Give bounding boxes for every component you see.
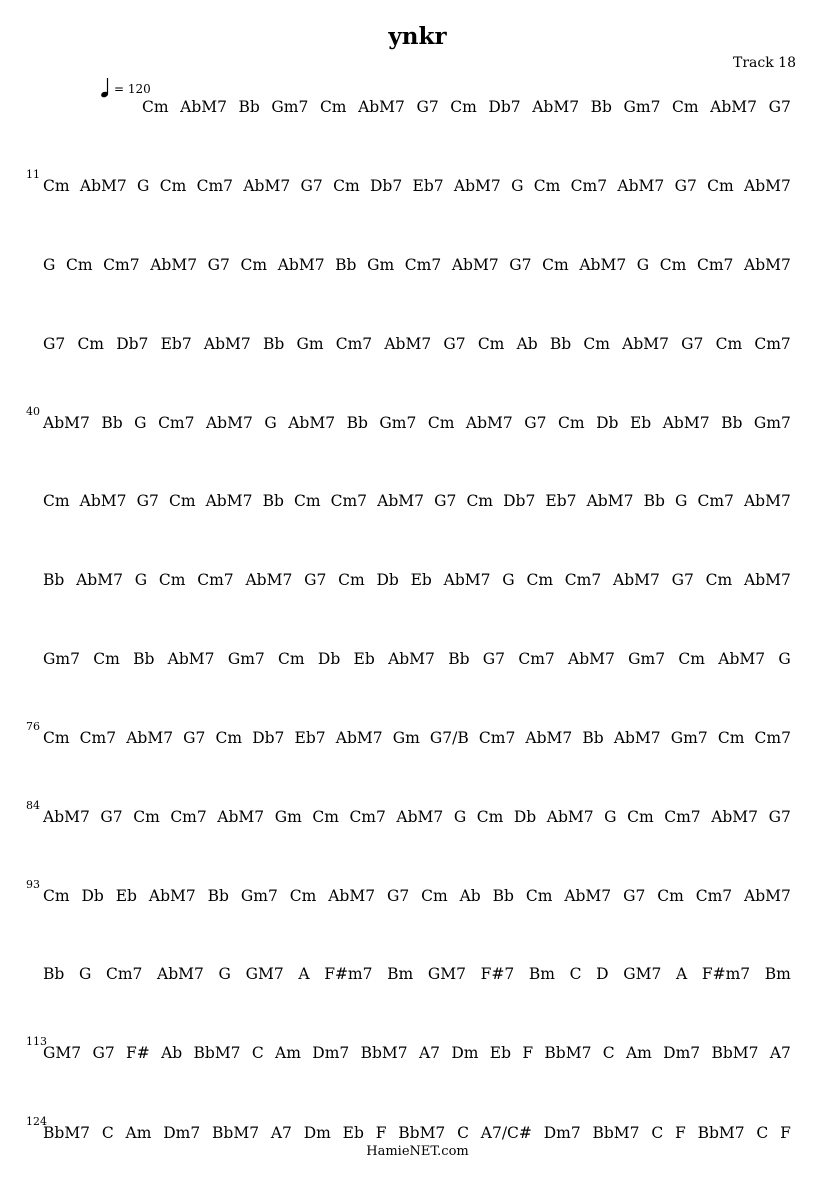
chord-symbol: BbM7 — [711, 1044, 759, 1062]
measure-number: 93 — [26, 878, 40, 891]
chord-symbol: C — [101, 1124, 114, 1142]
chord-symbol: Cm7 — [196, 177, 234, 195]
chord-symbol: C — [651, 1124, 664, 1142]
chord-symbol: AbM7 — [579, 256, 627, 274]
chord-symbol: Cm — [240, 256, 268, 274]
chord-symbol: Bb — [262, 335, 285, 353]
chord-symbol: G7 — [386, 887, 410, 905]
chord-symbol: Gm7 — [628, 650, 666, 668]
chord-symbol: Db — [81, 887, 104, 905]
chord-symbol: G — [134, 414, 147, 432]
chord-symbol: Cm — [333, 177, 360, 195]
footer-site-name: HamieNET.com — [366, 1144, 469, 1159]
chord-symbol: Ab — [516, 335, 538, 353]
chord-symbol: F#m7 — [324, 965, 373, 983]
chord-line — [43, 255, 791, 275]
chord-symbol: AbM7 — [277, 256, 325, 274]
chord-symbol: AbM7 — [217, 808, 265, 826]
chord-line — [43, 1123, 791, 1143]
chord-row — [0, 334, 835, 358]
chord-symbol: G7 — [300, 177, 323, 195]
measure-number: 84 — [26, 799, 40, 812]
chord-symbol: G — [218, 965, 231, 983]
chord-symbol: Cm7 — [697, 492, 734, 510]
chord-symbol: Cm — [159, 177, 187, 195]
measure-number: 11 — [26, 168, 40, 181]
chord-symbol: Dm — [303, 1124, 331, 1142]
chord-symbol: AbM7 — [148, 887, 196, 905]
chord-symbol: Cm — [583, 335, 610, 353]
chord-symbol: Cm — [450, 98, 477, 116]
chord-symbol: Dm7 — [543, 1124, 581, 1142]
chord-symbol: Bm — [764, 965, 791, 983]
chord-symbol: AbM7 — [744, 571, 791, 589]
chord-symbol: AbM7 — [79, 492, 127, 510]
chord-symbol: AbM7 — [205, 414, 253, 432]
tempo-value: = 120 — [114, 82, 151, 96]
chord-symbol: Gm7 — [271, 98, 309, 116]
chord-symbol: AbM7 — [396, 808, 444, 826]
chord-symbol: Cm — [558, 414, 585, 432]
chord-row — [0, 255, 835, 279]
chord-symbol: G — [134, 571, 148, 589]
chord-symbol: G7 — [92, 1044, 115, 1062]
chord-symbol: BbM7 — [360, 1044, 408, 1062]
chord-symbol: Gm7 — [240, 887, 278, 905]
chord-symbol: G — [674, 492, 688, 510]
chord-symbol: AbM7 — [335, 729, 383, 747]
chord-symbol: Cm — [627, 808, 654, 826]
chord-symbol: Cm — [133, 808, 160, 826]
chord-symbol: G — [78, 965, 92, 983]
chord-symbol: Bb — [101, 414, 123, 432]
chord-symbol: AbM7 — [203, 335, 251, 353]
chord-symbol: Cm — [293, 492, 321, 510]
chord-symbol: G7 — [524, 414, 547, 432]
chord-symbol: Cm — [142, 98, 169, 116]
chord-symbol: Db — [513, 808, 537, 826]
chord-symbol: Bb — [133, 650, 155, 668]
chord-symbol: Cm — [678, 650, 705, 668]
chord-symbol: Db — [317, 650, 341, 668]
chord-symbol: AbM7 — [451, 256, 499, 274]
chord-symbol: Cm — [657, 887, 684, 905]
chord-symbol: Bm — [387, 965, 414, 983]
chord-symbol: G7 — [416, 98, 439, 116]
chord-symbol: G7 — [623, 887, 646, 905]
chord-symbol: Bb — [238, 98, 260, 116]
chord-symbol: Cm — [168, 492, 196, 510]
chord-symbol: Cm — [338, 571, 365, 589]
chord-symbol: G — [604, 808, 617, 826]
chord-symbol: AbM7 — [453, 177, 501, 195]
chord-symbol: Cm7 — [105, 965, 143, 983]
chord-symbol: Cm — [659, 256, 687, 274]
chord-symbol: Bb — [643, 492, 665, 510]
measure-number: 113 — [26, 1035, 47, 1048]
chord-line — [43, 1043, 791, 1063]
chord-symbol: C — [756, 1124, 769, 1142]
chord-symbol: AbM7 — [43, 414, 90, 432]
chord-symbol: F — [675, 1124, 686, 1142]
chord-symbol: Cm7 — [696, 256, 734, 274]
chord-symbol: Cm7 — [664, 808, 701, 826]
chord-line — [43, 807, 791, 827]
chord-symbol: Cm — [319, 98, 347, 116]
chord-symbol: BbM7 — [43, 1124, 91, 1142]
chord-symbol: C — [602, 1044, 615, 1062]
chord-symbol: Eb — [353, 650, 375, 668]
chord-symbol: Cm — [672, 98, 699, 116]
chord-symbol: AbM7 — [613, 571, 660, 589]
chord-symbol: Cm — [43, 729, 70, 747]
chord-symbol: Eb7 — [294, 729, 326, 747]
chord-symbol: G7 — [681, 335, 704, 353]
chord-line — [43, 886, 791, 906]
chord-symbol: Bb — [590, 98, 612, 116]
measure-number: 76 — [26, 720, 40, 733]
chord-symbol: Cm — [158, 571, 186, 589]
chord-symbol: A7/C# — [480, 1124, 532, 1142]
chord-symbol: D — [596, 965, 609, 983]
chord-row — [0, 570, 835, 594]
chord-symbol: Cm7 — [564, 571, 602, 589]
chord-symbol: G — [43, 256, 56, 274]
chord-symbol: Eb7 — [412, 177, 444, 195]
chord-row — [0, 878, 835, 910]
chord-symbol: Cm — [715, 335, 743, 353]
track-label: Track 18 — [733, 55, 796, 71]
chord-symbol: AbM7 — [568, 650, 615, 668]
chord-symbol: AbM7 — [167, 650, 215, 668]
chord-symbol: AbM7 — [613, 729, 661, 747]
chord-symbol: Cm7 — [335, 335, 373, 353]
chord-symbol: Bb — [582, 729, 604, 747]
chord-symbol: Cm — [289, 887, 317, 905]
chord-symbol: Cm — [466, 492, 493, 510]
chord-symbol: Bb — [721, 414, 743, 432]
chord-symbol: AbM7 — [358, 98, 405, 116]
chord-symbol: AbM7 — [76, 571, 123, 589]
chord-symbol: AbM7 — [388, 650, 435, 668]
chord-symbol: Cm — [278, 650, 305, 668]
chord-symbol: BbM7 — [212, 1124, 260, 1142]
chord-symbol: AbM7 — [743, 492, 791, 510]
chord-symbol: G — [778, 650, 791, 668]
chord-symbol: F#7 — [480, 965, 515, 983]
chord-symbol: F# — [126, 1044, 150, 1062]
chord-row — [0, 168, 835, 200]
chord-symbol: AbM7 — [744, 256, 791, 274]
chord-symbol: Gm7 — [43, 650, 80, 668]
chord-symbol: Dm7 — [312, 1044, 350, 1062]
chord-symbol: G — [502, 571, 515, 589]
chord-symbol: Db7 — [503, 492, 536, 510]
chord-symbol: AbM7 — [384, 335, 432, 353]
chord-symbol: Cm7 — [570, 177, 608, 195]
chord-symbol: Cm7 — [349, 808, 386, 826]
chord-symbol: A7 — [769, 1044, 791, 1062]
chord-symbol: G7 — [136, 492, 159, 510]
chord-symbol: AbM7 — [525, 729, 573, 747]
chord-symbol: G — [453, 808, 467, 826]
chord-symbol: BbM7 — [398, 1124, 446, 1142]
chord-symbol: AbM7 — [288, 414, 336, 432]
chord-symbol: AbM7 — [622, 335, 669, 353]
measure-number: 124 — [26, 1115, 47, 1128]
chord-symbol: AbM7 — [465, 414, 513, 432]
chord-row — [0, 720, 835, 752]
chord-symbol: G7 — [443, 335, 466, 353]
chord-symbol: C — [569, 965, 582, 983]
chord-symbol: Bb — [207, 887, 229, 905]
chord-symbol: Gm — [367, 256, 395, 274]
chord-symbol: Cm7 — [518, 650, 555, 668]
chord-symbol: Cm7 — [695, 887, 733, 905]
chord-row — [0, 405, 835, 437]
chord-symbol: Cm7 — [170, 808, 207, 826]
chord-symbol: GM7 — [245, 965, 284, 983]
chord-symbol: F#m7 — [701, 965, 751, 983]
chord-symbol: AbM7 — [744, 887, 791, 905]
chord-symbol: Cm — [705, 571, 733, 589]
chord-symbol: Am — [275, 1044, 301, 1062]
chord-symbol: Cm — [707, 177, 734, 195]
chord-symbol: Cm — [43, 177, 70, 195]
chord-symbol: Dm7 — [163, 1124, 201, 1142]
chord-symbol: A — [298, 965, 310, 983]
chord-symbol: Cm7 — [478, 729, 516, 747]
chord-line — [43, 649, 791, 669]
chord-symbol: Cm — [77, 335, 104, 353]
chord-symbol: AbM7 — [718, 650, 766, 668]
chord-symbol: G7 — [768, 808, 791, 826]
chord-symbol: Db7 — [488, 98, 521, 116]
chord-symbol: AbM7 — [377, 492, 424, 510]
chord-symbol: Cm7 — [404, 256, 442, 274]
chord-symbol: AbM7 — [711, 808, 759, 826]
chord-symbol: Cm — [427, 414, 455, 432]
chord-symbol: Cm7 — [330, 492, 368, 510]
chord-symbol: Bb — [262, 492, 284, 510]
chord-symbol: Db7 — [116, 335, 149, 353]
measure-number: 40 — [26, 405, 40, 418]
song-title: ynkr — [388, 23, 447, 50]
chord-symbol: Cm — [93, 650, 120, 668]
chord-symbol: C — [251, 1044, 264, 1062]
chord-line — [43, 964, 791, 984]
chord-symbol: AbM7 — [532, 98, 580, 116]
chord-symbol: Cm7 — [754, 729, 791, 747]
chord-symbol: Cm — [533, 177, 561, 195]
chord-symbol: Cm — [215, 729, 243, 747]
chord-symbol: AbM7 — [180, 98, 227, 116]
chord-symbol: Gm7 — [227, 650, 265, 668]
chord-symbol: Bb — [335, 256, 357, 274]
chord-symbol: BbM7 — [592, 1124, 640, 1142]
chord-line — [43, 413, 791, 433]
chord-row — [0, 799, 835, 831]
chord-symbol: BbM7 — [697, 1124, 745, 1142]
chord-symbol: G7 — [183, 729, 206, 747]
chord-symbol: Cm — [43, 887, 70, 905]
chord-symbol: G7/B — [429, 729, 469, 747]
chord-symbol: Bb — [43, 965, 65, 983]
chord-symbol: Cm7 — [103, 256, 140, 274]
chord-symbol: Am — [625, 1044, 652, 1062]
chord-line — [43, 334, 791, 354]
chord-symbol: Cm — [542, 256, 569, 274]
chord-symbol: Bb — [448, 650, 470, 668]
chord-symbol: AbM7 — [744, 177, 791, 195]
chord-symbol: G7 — [304, 571, 327, 589]
chord-symbol: AbM7 — [617, 177, 665, 195]
chord-line — [43, 176, 791, 196]
chord-symbol: AbM7 — [79, 177, 127, 195]
chord-symbol: Gm — [296, 335, 324, 353]
chord-symbol: AbM7 — [245, 571, 293, 589]
chord-symbol: AbM7 — [126, 729, 174, 747]
chord-symbol: Gm — [392, 729, 420, 747]
chord-symbol: GM7 — [427, 965, 466, 983]
chord-symbol: Gm7 — [379, 414, 417, 432]
chord-symbol: Cm — [312, 808, 339, 826]
chord-line — [43, 491, 791, 511]
chord-symbol: C — [457, 1124, 469, 1142]
chord-symbol: GM7 — [43, 1044, 82, 1062]
chord-line — [142, 97, 791, 117]
chord-symbol: G7 — [768, 98, 791, 116]
chord-symbol: A — [675, 965, 688, 983]
chord-symbol: A7 — [418, 1044, 440, 1062]
chord-symbol: Bb — [549, 335, 572, 353]
chord-symbol: G7 — [482, 650, 506, 668]
chord-symbol: Cm — [476, 808, 504, 826]
chord-symbol: AbM7 — [243, 177, 291, 195]
chord-symbol: Bb — [346, 414, 368, 432]
chord-symbol: F — [780, 1124, 791, 1142]
chord-symbol: G7 — [509, 256, 532, 274]
chord-symbol: Eb — [410, 571, 432, 589]
chord-symbol: Gm7 — [670, 729, 708, 747]
chord-symbol: Cm — [526, 571, 554, 589]
chord-symbol: Gm7 — [753, 414, 791, 432]
chord-symbol: Eb — [489, 1044, 511, 1062]
chord-symbol: Db — [596, 414, 619, 432]
chord-symbol: G7 — [100, 808, 123, 826]
chord-row — [0, 491, 835, 515]
chord-symbol: Gm — [274, 808, 302, 826]
chord-row — [0, 964, 835, 988]
chord-symbol: Eb — [629, 414, 652, 432]
chord-symbol: AbM7 — [157, 965, 204, 983]
chord-symbol: Cm7 — [754, 335, 791, 353]
chord-symbol: AbM7 — [443, 571, 491, 589]
chord-symbol: Cm — [421, 887, 448, 905]
chord-symbol: Cm — [717, 729, 745, 747]
chord-symbol: Cm — [477, 335, 505, 353]
chord-symbol: A7 — [270, 1124, 292, 1142]
chord-symbol: Gm7 — [623, 98, 661, 116]
chord-row — [0, 1035, 835, 1067]
chord-symbol: AbM7 — [546, 808, 594, 826]
chord-symbol: Db — [376, 571, 399, 589]
chord-symbol: AbM7 — [586, 492, 634, 510]
chord-symbol: AbM7 — [328, 887, 376, 905]
chord-symbol: Cm — [525, 887, 553, 905]
chord-symbol: Db7 — [252, 729, 285, 747]
chord-symbol: G7 — [671, 571, 694, 589]
chord-symbol: Db7 — [369, 177, 403, 195]
chord-symbol: AbM7 — [564, 887, 612, 905]
chord-symbol: Bm — [528, 965, 555, 983]
chord-symbol: G7 — [207, 256, 230, 274]
chord-symbol: G — [137, 177, 150, 195]
chord-symbol: Ab — [459, 887, 481, 905]
chord-symbol: BbM7 — [193, 1044, 241, 1062]
chord-row — [0, 649, 835, 673]
chord-symbol: AbM7 — [43, 808, 90, 826]
chord-symbol: G7 — [674, 177, 697, 195]
chord-symbol: G — [264, 414, 277, 432]
chord-symbol: F — [522, 1044, 534, 1062]
chord-symbol: Am — [125, 1124, 152, 1142]
chord-symbol: F — [375, 1124, 387, 1142]
chord-symbol: AbM7 — [710, 98, 757, 116]
chord-symbol: Cm7 — [79, 729, 117, 747]
chord-symbol: Cm7 — [197, 571, 234, 589]
chord-symbol: Cm — [43, 492, 70, 510]
chord-symbol: BbM7 — [544, 1044, 592, 1062]
chord-symbol: Bb — [43, 571, 65, 589]
chord-symbol: GM7 — [623, 965, 662, 983]
chord-symbol: Eb — [115, 887, 137, 905]
chord-symbol: Eb — [342, 1124, 364, 1142]
chord-symbol: G — [511, 177, 524, 195]
chord-symbol: Ab — [161, 1044, 183, 1062]
chord-symbol: Cm7 — [158, 414, 195, 432]
chord-symbol: Cm — [66, 256, 93, 274]
chord-symbol: Dm — [451, 1044, 479, 1062]
chord-row — [0, 97, 835, 121]
chord-symbol: G — [636, 256, 650, 274]
chord-line — [43, 728, 791, 748]
chord-symbol: AbM7 — [662, 414, 710, 432]
chord-symbol: Dm7 — [663, 1044, 701, 1062]
chord-line — [43, 570, 791, 590]
chord-symbol: G7 — [434, 492, 457, 510]
chord-symbol: Eb7 — [160, 335, 192, 353]
chord-symbol: G7 — [43, 335, 66, 353]
chord-symbol: Bb — [492, 887, 514, 905]
chord-symbol: Eb7 — [545, 492, 577, 510]
chord-symbol: AbM7 — [205, 492, 253, 510]
chord-symbol: AbM7 — [150, 256, 198, 274]
